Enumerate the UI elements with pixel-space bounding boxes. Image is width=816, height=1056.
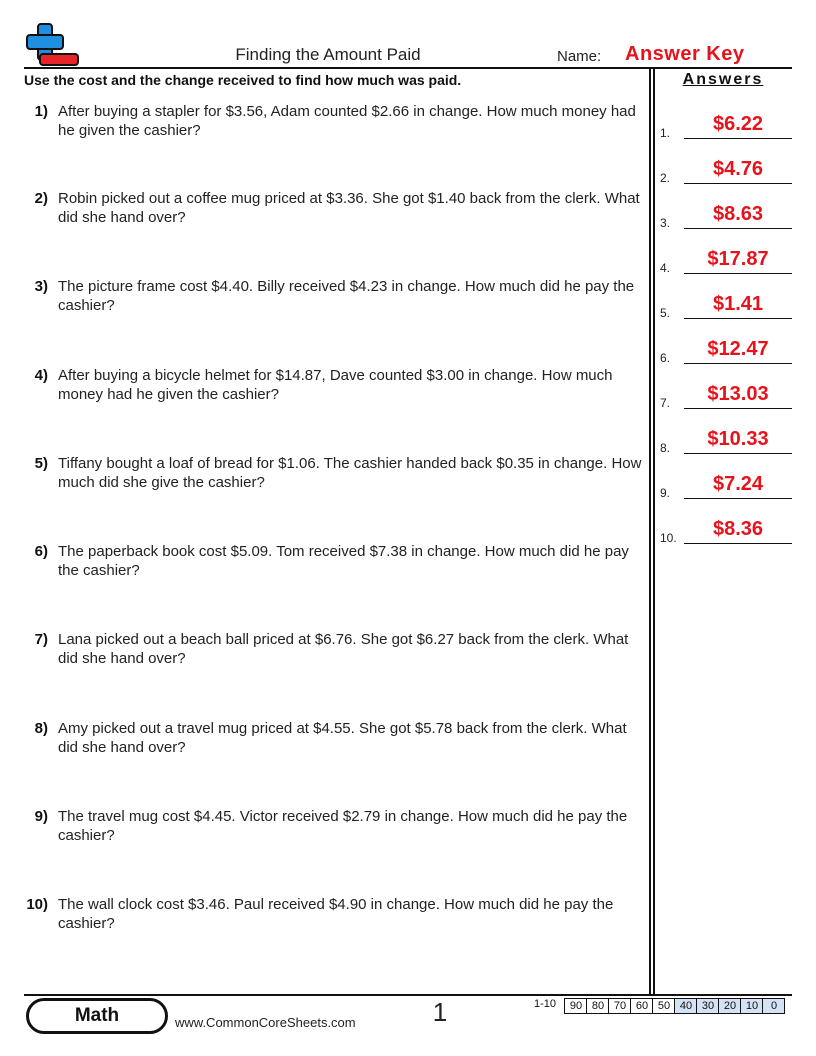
question-7 [22,630,648,668]
answer-value: $13.03 [684,383,792,409]
answer-value: $8.36 [684,518,792,544]
worksheet-title: Finding the Amount Paid [235,45,421,64]
question-text: Amy picked out a travel mug priced at $4.55. She got $5.78 back from the clerk. What did she hand over? [58,720,627,756]
score-cell: 0 [763,999,785,1014]
answer-number: 9. [660,486,671,500]
score-cell: 70 [609,999,631,1014]
answer-value: $6.22 [684,113,792,139]
answer-key-label: Answer Key [625,43,745,65]
site-url: www.CommonCoreSheets.com [175,1015,356,1030]
answer-value: $4.76 [684,158,792,184]
question-text: After buying a bicycle helmet for $14.87, Dave counted $3.00 in change. How much money had he given the cashier? [58,367,613,403]
question-text: Robin picked out a coffee mug priced at $3.36. She got $1.40 back from the clerk. What did she hand over? [58,190,640,226]
question-text: Tiffany bought a loaf of bread for $1.06. The cashier handed back $0.35 in change. How much did she give the cashier? [58,455,642,491]
score-cell: 40 [675,999,697,1014]
answer-row-1 [660,112,792,142]
answer-row-2 [660,157,792,187]
answer-number: 4. [660,261,671,275]
question-number: 10) [26,896,48,913]
column-divider-left [649,69,651,995]
question-4 [22,366,648,404]
question-text: Lana picked out a beach ball priced at $6.76. She got $6.27 back from the clerk. What did she hand over? [58,631,629,667]
answer-number: 8. [660,441,671,455]
score-cell: 20 [719,999,741,1014]
score-cell: 30 [697,999,719,1014]
score-cell: 80 [587,999,609,1014]
answers-heading: Answers [682,71,764,88]
answer-number: 5. [660,306,671,320]
answer-value: $1.41 [684,293,792,319]
instructions: Use the cost and the change received to find how much was paid. [24,72,462,88]
answer-row-9 [660,472,792,502]
question-number: 7) [34,631,48,648]
question-3 [22,277,648,315]
name-label: Name: [557,48,602,65]
question-number: 2) [34,190,48,207]
question-number: 6) [34,543,48,560]
score-table [564,998,785,1014]
answer-number: 1. [660,126,671,140]
answer-number: 7. [660,396,671,410]
question-number: 8) [34,720,48,737]
answer-value: $10.33 [684,428,792,454]
question-text: The travel mug cost $4.45. Victor received $2.79 in change. How much did he pay the cashier? [58,808,628,844]
score-cell: 50 [653,999,675,1014]
score-cell: 10 [741,999,763,1014]
answer-value: $12.47 [684,338,792,364]
question-8 [22,719,648,757]
score-cell: 90 [565,999,587,1014]
subject-badge: Math [26,998,168,1034]
question-1 [22,102,648,140]
answer-number: 6. [660,351,671,365]
question-6 [22,542,648,580]
question-2 [22,189,648,227]
question-number: 1) [34,103,48,120]
answer-value: $17.87 [684,248,792,274]
question-text: After buying a stapler for $3.56, Adam counted $2.66 in change. How much money had he given the cashier? [58,103,636,139]
score-range-label: 1-10 [534,998,557,1010]
question-number: 3) [34,278,48,295]
question-number: 4) [34,367,48,384]
answer-row-7 [660,382,792,412]
answer-value: $8.63 [684,203,792,229]
answer-number: 3. [660,216,671,230]
answer-row-4 [660,247,792,277]
page-number: 1 [432,997,448,1027]
answer-row-5 [660,292,792,322]
answer-number: 10. [660,531,677,545]
answer-row-8 [660,427,792,457]
question-9 [22,807,648,845]
question-number: 5) [34,455,48,472]
answer-number: 2. [660,171,671,185]
question-text: The picture frame cost $4.40. Billy received $4.23 in change. How much did he pay the cashier? [58,278,635,314]
question-number: 9) [34,808,48,825]
column-divider-right [653,69,655,995]
footer-divider [24,994,792,996]
answer-row-3 [660,202,792,232]
score-cell: 60 [631,999,653,1014]
answer-row-6 [660,337,792,367]
question-text: The wall clock cost $3.46. Paul received $4.90 in change. How much did he pay the cashier? [58,896,614,932]
question-text: The paperback book cost $5.09. Tom received $7.38 in change. How much did he pay the cashier? [58,543,629,579]
answer-value: $7.24 [684,473,792,499]
question-10 [22,895,648,933]
question-5 [22,454,648,492]
header-divider [24,67,792,69]
answer-row-10 [660,517,792,547]
